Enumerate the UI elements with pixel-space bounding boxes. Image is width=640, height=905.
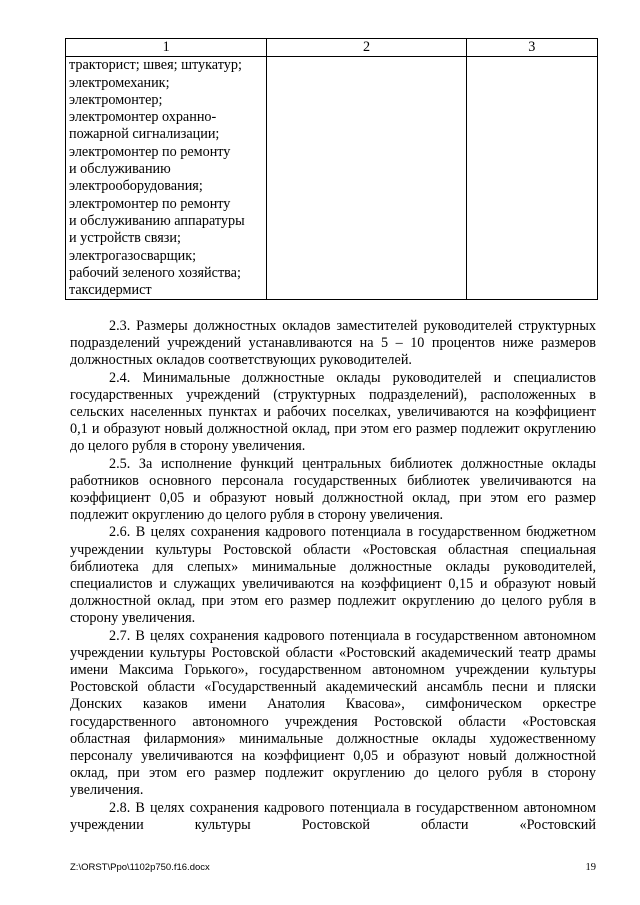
- position-line: и обслуживанию: [69, 161, 171, 178]
- paragraph-2-5: 2.5. За исполнение функций центральных библиотек должностные оклады работников основного персонала государственных библиотек увеличиваются на коэффициент 0,05 и образуют новый должностной оклад, при этом его размер подлежит округлению до целого рубля в сторону увеличения.: [70, 455, 596, 524]
- table-cell-positions: [66, 57, 267, 300]
- position-line: и обслуживанию аппаратуры: [69, 212, 245, 229]
- page-number: 19: [585, 862, 596, 873]
- position-line: электрогазосварщик;: [69, 247, 197, 264]
- paragraph-2-7: 2.7. В целях сохранения кадрового потенциала в государственном автономном учреждении культуры Ростовской области «Ростовский академический театр драмы имени Максима Горького», государственном автономном учреждении культуры Ростовской области «Государственный академический ансамбль песни и пляски Донских казаков имени Анатолия Квасова», симфоническом оркестре государственного автономного учреждения Ростовской области «Ростовская областная филармония» минимальные должностные оклады художественному персоналу увеличиваются на коэффициент 0,05 и образуют новый должностной оклад, при этом его размер подлежит округлению до целого рубля в сторону увеличения.: [70, 627, 596, 799]
- position-line: таксидермист: [69, 282, 152, 299]
- column-header-3: 3: [466, 39, 597, 57]
- table-row: [66, 57, 598, 300]
- table-header-row: [66, 39, 598, 57]
- paragraph-2-6: 2.6. В целях сохранения кадрового потенциала в государственном бюджетном учреждении культуры Ростовской области «Ростовская областная специальная библиотека для слепых» минимальные должностные оклады руководителей, специалистов и служащих увеличиваются на коэффициент 0,15 и образуют новый должностной оклад, при этом его размер подлежит округлению до целого рубля в сторону увеличения.: [70, 524, 596, 627]
- column-header-2: 2: [267, 39, 466, 57]
- paragraph-2-4: 2.4. Минимальные должностные оклады руководителей и специалистов государственных учреждений (структурных подразделений), расположенных в сельских населенных пунктах и рабочих поселках, увеличиваются на коэффициент 0,1 и образуют новый должностной оклад, при этом его размер подлежит округлению до целого рубля в сторону увеличения.: [70, 369, 596, 455]
- position-line: электромонтер охранно-: [69, 109, 217, 126]
- position-line: электромонтер;: [69, 91, 163, 108]
- file-path: Z:\ORST\Ppo\1102p750.f16.docx: [70, 862, 210, 873]
- column-header-1: 1: [66, 39, 267, 57]
- positions-table: [65, 38, 598, 300]
- position-line: электромонтер по ремонту: [69, 195, 231, 212]
- table-cell-col3: [466, 57, 597, 300]
- paragraph-2-3: 2.3. Размеры должностных окладов заместителей руководителей структурных подразделений учреждений устанавливаются на 5 – 10 процентов ниже размеров должностных окладов соответствующих руководителей.: [70, 318, 596, 369]
- position-line: электромеханик;: [69, 74, 170, 91]
- position-line: рабочий зеленого хозяйства;: [69, 264, 241, 281]
- position-line: пожарной сигнализации;: [69, 126, 220, 143]
- position-line: электрооборудования;: [69, 178, 203, 195]
- position-line: тракторист; швея; штукатур;: [69, 57, 242, 74]
- document-body: [70, 318, 596, 834]
- position-line: электромонтер по ремонту: [69, 143, 231, 160]
- position-line: и устройств связи;: [69, 230, 181, 247]
- table-cell-col2: [267, 57, 466, 300]
- paragraph-2-8: 2.8. В целях сохранения кадрового потенциала в государственном автономном учреждении культуры Ростовской области «Ростовский: [70, 799, 596, 833]
